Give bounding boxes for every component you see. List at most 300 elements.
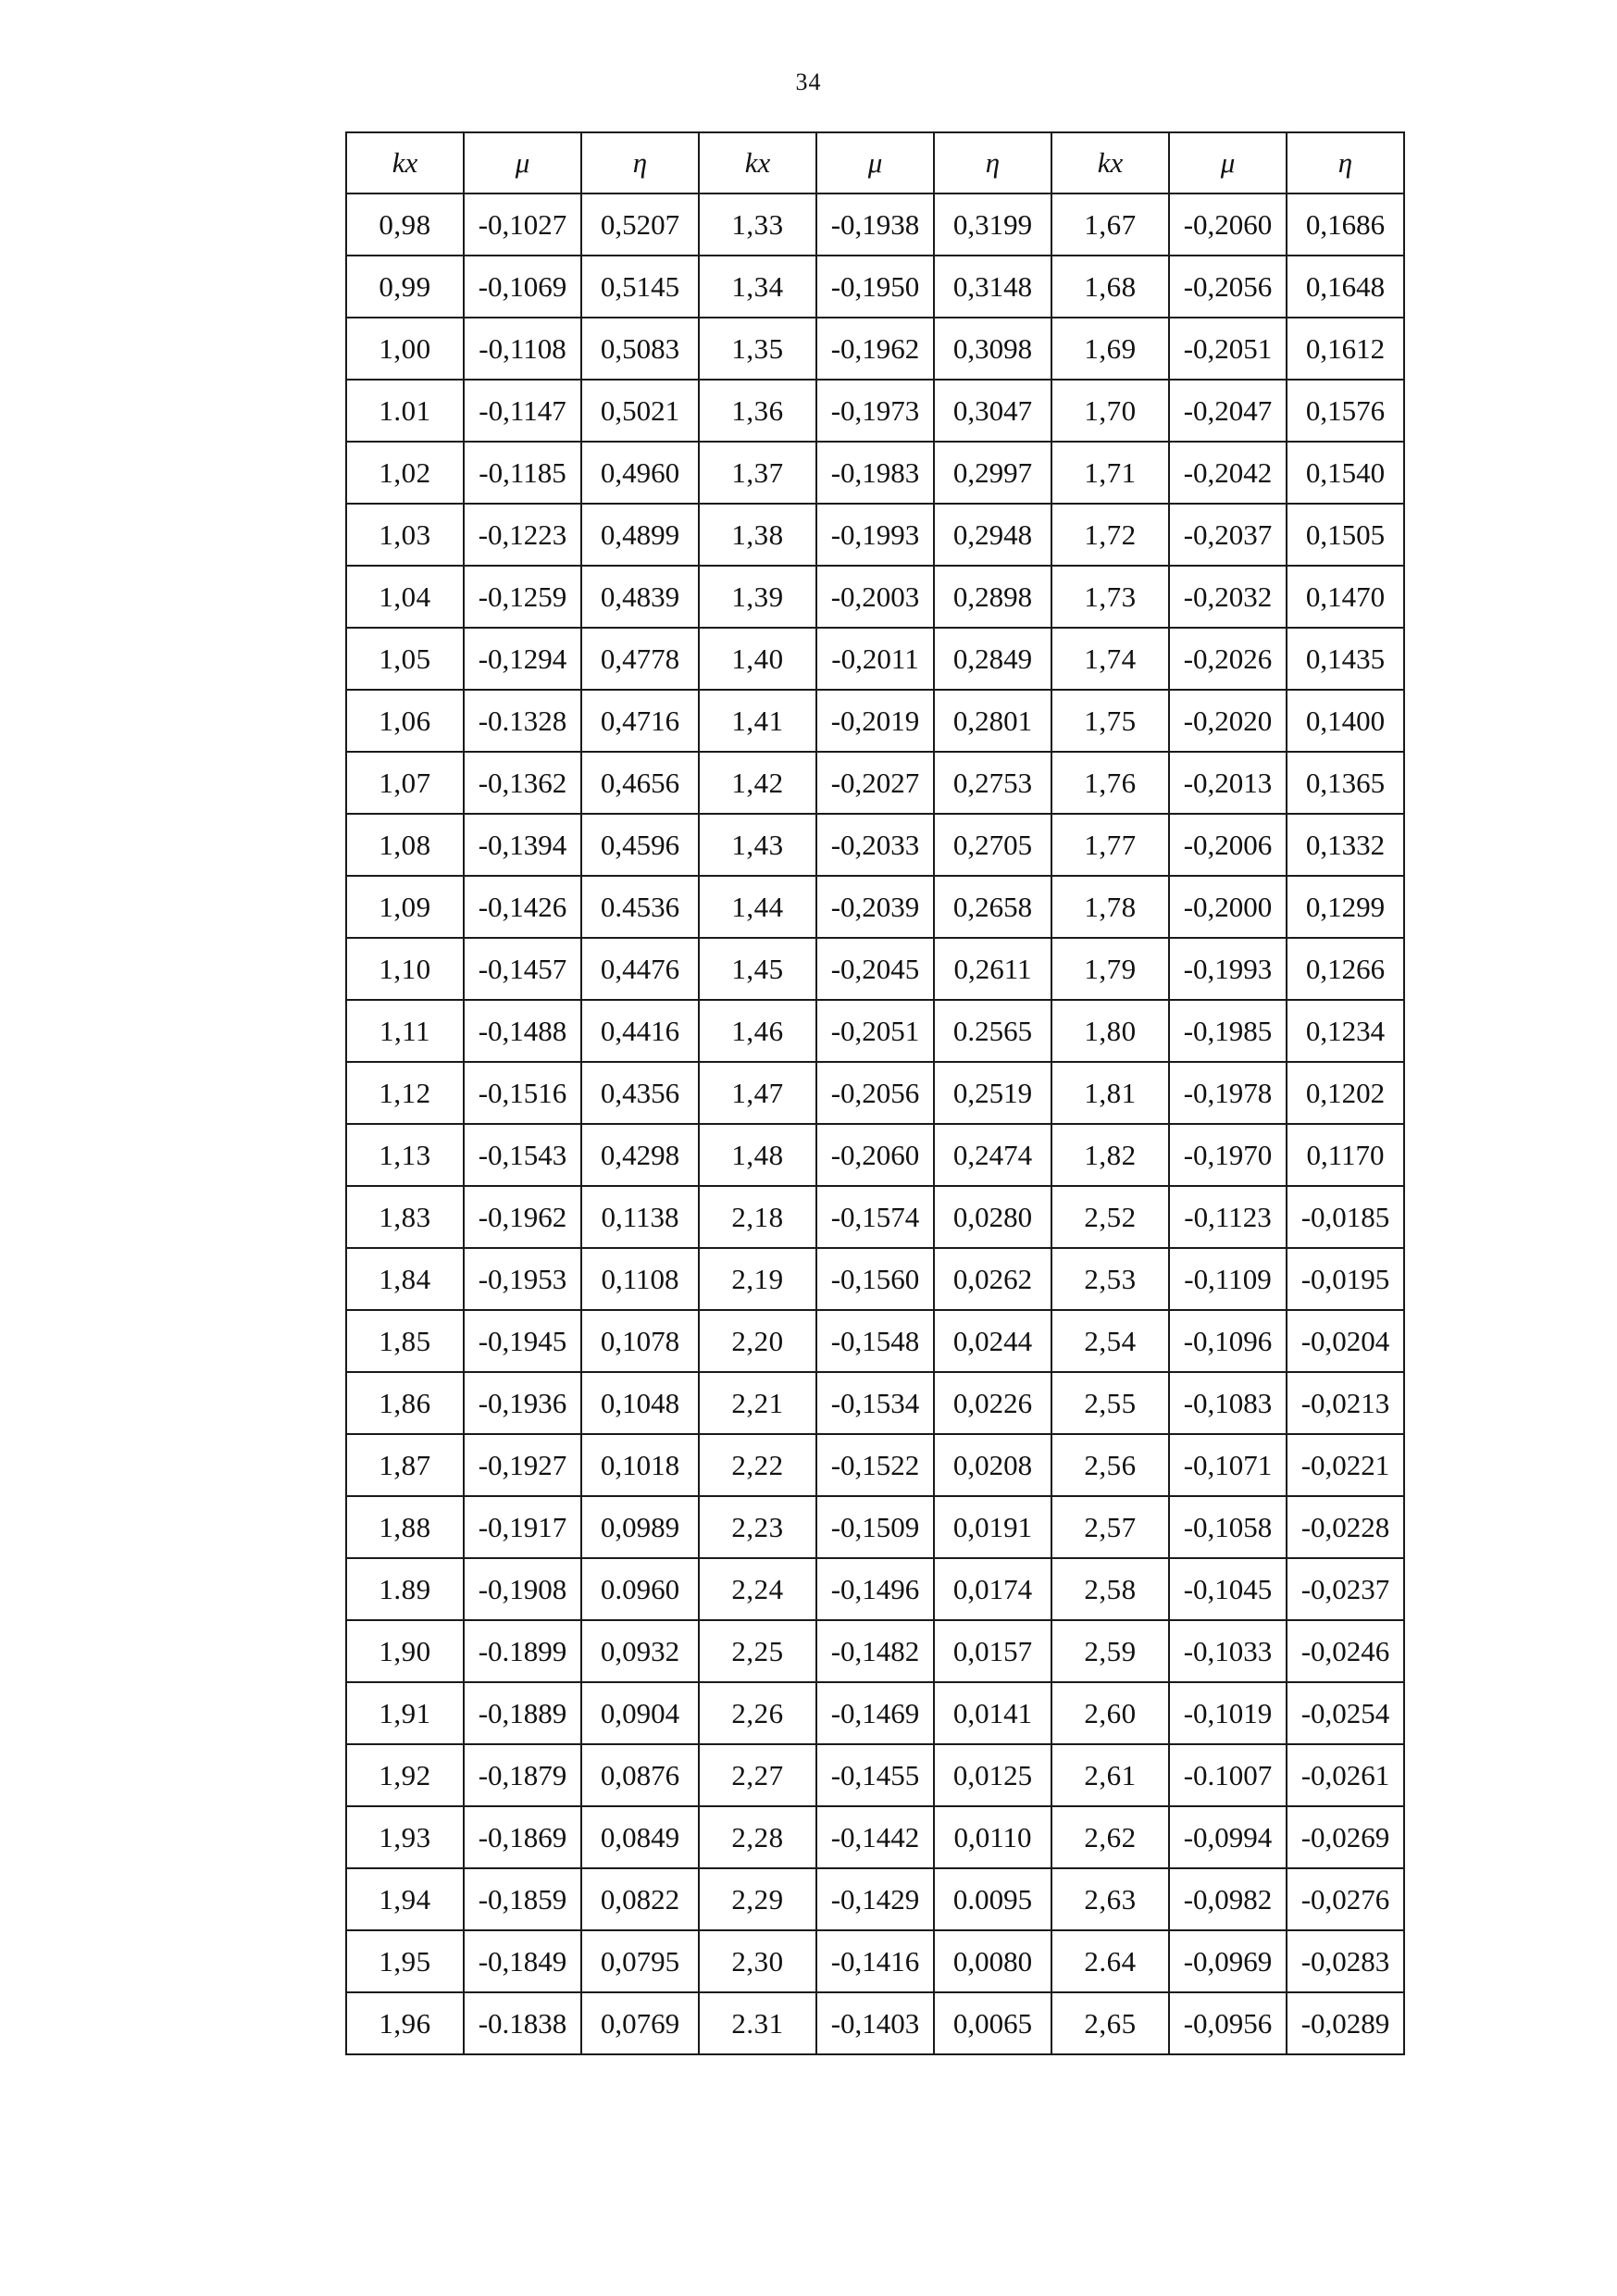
table-cell-kx: 0,98	[346, 193, 464, 256]
table-cell-mu: -0,1962	[816, 318, 934, 380]
table-cell-mu: -0,1108	[464, 318, 581, 380]
table-cell-kx: 1.89	[346, 1558, 464, 1620]
table-cell-kx: 1,69	[1051, 318, 1169, 380]
table-cell-kx: 0,99	[346, 256, 464, 318]
table-row	[346, 1186, 1404, 1248]
table-cell-eta: 0,5021	[581, 380, 699, 442]
table-cell-eta: 0,4416	[581, 1000, 699, 1062]
table-cell-kx: 2,18	[699, 1186, 816, 1248]
table-cell-mu: -0,1019	[1169, 1682, 1287, 1744]
table-cell-mu: -0,2033	[816, 814, 934, 876]
table-cell-mu: -0,1123	[1169, 1186, 1287, 1248]
table-cell-eta: 0,0065	[934, 1992, 1051, 2054]
table-cell-kx: 1,44	[699, 876, 816, 938]
table-cell-mu: -0,1993	[1169, 938, 1287, 1000]
table-row	[346, 814, 1404, 876]
table-cell-mu: -0,2006	[1169, 814, 1287, 876]
table-cell-mu: -0,1457	[464, 938, 581, 1000]
column-header-eta: η	[1287, 132, 1404, 193]
table-cell-eta: 0,2948	[934, 504, 1051, 566]
table-cell-mu: -0,2042	[1169, 442, 1287, 504]
table-row	[346, 1806, 1404, 1868]
table-cell-eta: 0,3098	[934, 318, 1051, 380]
table-cell-kx: 1,48	[699, 1124, 816, 1186]
table-cell-kx: 1,71	[1051, 442, 1169, 504]
table-cell-mu: -0,1574	[816, 1186, 934, 1248]
table-cell-kx: 1,77	[1051, 814, 1169, 876]
table-row	[346, 628, 1404, 690]
table-cell-mu: -0.1899	[464, 1620, 581, 1682]
table-cell-kx: 2,20	[699, 1310, 816, 1372]
table-cell-kx: 1,76	[1051, 752, 1169, 814]
table-row	[346, 566, 1404, 628]
table-cell-mu: -0,1548	[816, 1310, 934, 1372]
table-cell-kx: 1,46	[699, 1000, 816, 1062]
table-cell-mu: -0,2003	[816, 566, 934, 628]
table-cell-mu: -0,1033	[1169, 1620, 1287, 1682]
table-cell-mu: -0,1416	[816, 1930, 934, 1992]
table-cell-kx: 1,79	[1051, 938, 1169, 1000]
table-cell-eta: 0,0125	[934, 1744, 1051, 1806]
table-row	[346, 1496, 1404, 1558]
table-cell-eta: 0,1365	[1287, 752, 1404, 814]
table-cell-mu: -0,1109	[1169, 1248, 1287, 1310]
table-cell-eta: -0,0246	[1287, 1620, 1404, 1682]
table-cell-mu: -0,1071	[1169, 1434, 1287, 1496]
table-cell-kx: 1,03	[346, 504, 464, 566]
table-cell-mu: -0,1534	[816, 1372, 934, 1434]
table-cell-kx: 1,95	[346, 1930, 464, 1992]
table-cell-mu: -0,1945	[464, 1310, 581, 1372]
table-cell-eta: 0,1299	[1287, 876, 1404, 938]
table-cell-kx: 2,23	[699, 1496, 816, 1558]
table-cell-mu: -0,1442	[816, 1806, 934, 1868]
table-cell-kx: 2,25	[699, 1620, 816, 1682]
table-cell-eta: -0,0213	[1287, 1372, 1404, 1434]
table-cell-mu: -0,1849	[464, 1930, 581, 1992]
table-cell-kx: 1,88	[346, 1496, 464, 1558]
table-cell-kx: 1,08	[346, 814, 464, 876]
table-cell-mu: -0,1083	[1169, 1372, 1287, 1434]
table-row	[346, 1062, 1404, 1124]
table-cell-mu: -0,2013	[1169, 752, 1287, 814]
table-cell-eta: 0,2611	[934, 938, 1051, 1000]
table-cell-mu: -0,2032	[1169, 566, 1287, 628]
table-cell-mu: -0,2019	[816, 690, 934, 752]
table-cell-mu: -0.1838	[464, 1992, 581, 2054]
table-cell-mu: -0,1096	[1169, 1310, 1287, 1372]
table-cell-mu: -0,0994	[1169, 1806, 1287, 1868]
table-cell-eta: 0,1576	[1287, 380, 1404, 442]
table-cell-mu: -0,1185	[464, 442, 581, 504]
table-cell-kx: 1,40	[699, 628, 816, 690]
table-cell-eta: 0,0280	[934, 1186, 1051, 1248]
table-cell-kx: 1,96	[346, 1992, 464, 2054]
table-cell-eta: -0,0228	[1287, 1496, 1404, 1558]
table-cell-kx: 2,24	[699, 1558, 816, 1620]
table-cell-kx: 2,63	[1051, 1868, 1169, 1930]
table-row	[346, 1682, 1404, 1744]
table-cell-eta: 0,0080	[934, 1930, 1051, 1992]
table-cell-mu: -0,1469	[816, 1682, 934, 1744]
table-cell-mu: -0,1488	[464, 1000, 581, 1062]
table-cell-mu: -0,1993	[816, 504, 934, 566]
table-cell-kx: 2,61	[1051, 1744, 1169, 1806]
table-cell-kx: 1,04	[346, 566, 464, 628]
table-cell-eta: 0,3047	[934, 380, 1051, 442]
table-cell-eta: -0,0269	[1287, 1806, 1404, 1868]
table-cell-kx: 1,80	[1051, 1000, 1169, 1062]
table-cell-kx: 1,78	[1051, 876, 1169, 938]
column-header-mu: μ	[816, 132, 934, 193]
table-cell-mu: -0,1950	[816, 256, 934, 318]
table-cell-eta: 0,1470	[1287, 566, 1404, 628]
table-cell-kx: 1,07	[346, 752, 464, 814]
table-cell-kx: 1,70	[1051, 380, 1169, 442]
table-cell-eta: 0,0226	[934, 1372, 1051, 1434]
column-header-mu: μ	[1169, 132, 1287, 193]
table-cell-mu: -0,1962	[464, 1186, 581, 1248]
table-cell-eta: 0,0904	[581, 1682, 699, 1744]
table-cell-eta: 0,4839	[581, 566, 699, 628]
table-cell-kx: 2,60	[1051, 1682, 1169, 1744]
table-cell-kx: 1,68	[1051, 256, 1169, 318]
table-cell-eta: 0,0208	[934, 1434, 1051, 1496]
table-cell-mu: -0.1007	[1169, 1744, 1287, 1806]
table-cell-kx: 1,10	[346, 938, 464, 1000]
table-row	[346, 1434, 1404, 1496]
table-cell-kx: 1,00	[346, 318, 464, 380]
table-row	[346, 1558, 1404, 1620]
column-header-kx: kx	[1051, 132, 1169, 193]
table-row	[346, 193, 1404, 256]
table-cell-eta: 0,4960	[581, 442, 699, 504]
table-cell-eta: 0,0191	[934, 1496, 1051, 1558]
table-cell-eta: 0,2801	[934, 690, 1051, 752]
table-cell-eta: 0,0769	[581, 1992, 699, 2054]
table-cell-kx: 1,92	[346, 1744, 464, 1806]
table-cell-kx: 2,54	[1051, 1310, 1169, 1372]
table-cell-kx: 2,19	[699, 1248, 816, 1310]
table-cell-eta: 0,1648	[1287, 256, 1404, 318]
table-cell-eta: 0,1202	[1287, 1062, 1404, 1124]
column-header-kx: kx	[346, 132, 464, 193]
table-cell-kx: 2,53	[1051, 1248, 1169, 1310]
table-cell-mu: -0,2045	[816, 938, 934, 1000]
table-cell-mu: -0,1927	[464, 1434, 581, 1496]
table-cell-mu: -0,1259	[464, 566, 581, 628]
table-cell-kx: 1,41	[699, 690, 816, 752]
data-table	[345, 131, 1405, 2055]
table-cell-eta: 0,1018	[581, 1434, 699, 1496]
table-cell-kx: 2.31	[699, 1992, 816, 2054]
table-row	[346, 752, 1404, 814]
table-cell-eta: 0,0110	[934, 1806, 1051, 1868]
table-cell-kx: 2,28	[699, 1806, 816, 1868]
table-cell-kx: 1,72	[1051, 504, 1169, 566]
table-cell-kx: 1,83	[346, 1186, 464, 1248]
table-cell-mu: -0,1953	[464, 1248, 581, 1310]
table-cell-mu: -0,1394	[464, 814, 581, 876]
table-cell-mu: -0,1516	[464, 1062, 581, 1124]
table-cell-eta: 0,0876	[581, 1744, 699, 1806]
table-cell-kx: 2,58	[1051, 1558, 1169, 1620]
table-cell-kx: 1,09	[346, 876, 464, 938]
table-cell-kx: 1,81	[1051, 1062, 1169, 1124]
table-row	[346, 1124, 1404, 1186]
table-cell-eta: 0,0932	[581, 1620, 699, 1682]
table-cell-kx: 1,36	[699, 380, 816, 442]
table-cell-mu: -0,2056	[816, 1062, 934, 1124]
table-cell-eta: 0,1108	[581, 1248, 699, 1310]
table-cell-eta: 0,1400	[1287, 690, 1404, 752]
table-cell-eta: 0,0822	[581, 1868, 699, 1930]
table-cell-kx: 2,52	[1051, 1186, 1169, 1248]
table-cell-mu: -0,1509	[816, 1496, 934, 1558]
table-cell-eta: 0,1505	[1287, 504, 1404, 566]
table-cell-eta: -0,0204	[1287, 1310, 1404, 1372]
table-cell-mu: -0,1970	[1169, 1124, 1287, 1186]
table-cell-eta: 0,4356	[581, 1062, 699, 1124]
table-header	[346, 132, 1404, 193]
table-row	[346, 504, 1404, 566]
table-cell-eta: -0,0289	[1287, 1992, 1404, 2054]
table-cell-mu: -0,2037	[1169, 504, 1287, 566]
table-cell-eta: 0,0157	[934, 1620, 1051, 1682]
table-cell-eta: 0.0960	[581, 1558, 699, 1620]
table-cell-mu: -0,1294	[464, 628, 581, 690]
table-row	[346, 1000, 1404, 1062]
table-cell-eta: 0,4778	[581, 628, 699, 690]
header-row	[346, 132, 1404, 193]
table-cell-mu: -0,1147	[464, 380, 581, 442]
column-header-eta: η	[934, 132, 1051, 193]
table-cell-kx: 1,85	[346, 1310, 464, 1372]
table-cell-kx: 1,35	[699, 318, 816, 380]
table-cell-kx: 1,82	[1051, 1124, 1169, 1186]
table-row	[346, 1372, 1404, 1434]
table-cell-eta: 0.4536	[581, 876, 699, 938]
column-header-eta: η	[581, 132, 699, 193]
table-cell-eta: 0,2849	[934, 628, 1051, 690]
table-cell-kx: 1,11	[346, 1000, 464, 1062]
table-cell-mu: -0,1362	[464, 752, 581, 814]
table-row	[346, 1248, 1404, 1310]
table-cell-mu: -0,2051	[816, 1000, 934, 1062]
table-cell-eta: 0,1266	[1287, 938, 1404, 1000]
table-cell-eta: 0,5083	[581, 318, 699, 380]
table-cell-kx: 2,55	[1051, 1372, 1169, 1434]
table-cell-eta: 0.0095	[934, 1868, 1051, 1930]
table-cell-mu: -0,0982	[1169, 1868, 1287, 1930]
table-cell-kx: 1,94	[346, 1868, 464, 1930]
table-cell-eta: 0,1138	[581, 1186, 699, 1248]
table-row	[346, 318, 1404, 380]
table-cell-eta: 0,0262	[934, 1248, 1051, 1310]
table-cell-eta: 0,4596	[581, 814, 699, 876]
table-cell-eta: 0,5207	[581, 193, 699, 256]
table-cell-eta: 0,3199	[934, 193, 1051, 256]
table-cell-kx: 2,22	[699, 1434, 816, 1496]
table-cell-eta: 0,1234	[1287, 1000, 1404, 1062]
table-cell-mu: -0,2039	[816, 876, 934, 938]
table-cell-kx: 1,38	[699, 504, 816, 566]
table-cell-mu: -0,2020	[1169, 690, 1287, 752]
table-cell-mu: -0,1859	[464, 1868, 581, 1930]
table-cell-mu: -0,1223	[464, 504, 581, 566]
table-cell-eta: 0,4476	[581, 938, 699, 1000]
table-cell-mu: -0,2027	[816, 752, 934, 814]
table-cell-eta: 0,5145	[581, 256, 699, 318]
table-cell-kx: 1,73	[1051, 566, 1169, 628]
table-row	[346, 1868, 1404, 1930]
table-cell-mu: -0,1069	[464, 256, 581, 318]
table-cell-mu: -0,2000	[1169, 876, 1287, 938]
page-number: 34	[795, 69, 822, 95]
table-cell-mu: -0,1879	[464, 1744, 581, 1806]
table-cell-mu: -0,1482	[816, 1620, 934, 1682]
table-cell-mu: -0,2060	[816, 1124, 934, 1186]
table-cell-kx: 2,21	[699, 1372, 816, 1434]
table-cell-kx: 1,75	[1051, 690, 1169, 752]
table-row	[346, 690, 1404, 752]
table-cell-mu: -0,2060	[1169, 193, 1287, 256]
table-cell-mu: -0,2056	[1169, 256, 1287, 318]
table-row	[346, 1620, 1404, 1682]
table-cell-kx: 1,87	[346, 1434, 464, 1496]
table-body	[346, 193, 1404, 2054]
table-cell-eta: 0,0795	[581, 1930, 699, 1992]
table-cell-kx: 2,65	[1051, 1992, 1169, 2054]
table-cell-kx: 1,93	[346, 1806, 464, 1868]
table-cell-eta: -0,0283	[1287, 1930, 1404, 1992]
table-cell-eta: -0,0221	[1287, 1434, 1404, 1496]
table-cell-mu: -0,1985	[1169, 1000, 1287, 1062]
table-cell-kx: 1,34	[699, 256, 816, 318]
table-row	[346, 1310, 1404, 1372]
table-cell-kx: 2.64	[1051, 1930, 1169, 1992]
table-cell-mu: -0,2047	[1169, 380, 1287, 442]
table-cell-eta: 0,1612	[1287, 318, 1404, 380]
table-cell-mu: -0.1328	[464, 690, 581, 752]
table-cell-eta: 0,2705	[934, 814, 1051, 876]
table-row	[346, 256, 1404, 318]
table-cell-eta: 0,1435	[1287, 628, 1404, 690]
table-cell-eta: 0,2658	[934, 876, 1051, 938]
table-cell-kx: 1,37	[699, 442, 816, 504]
table-cell-mu: -0,1978	[1169, 1062, 1287, 1124]
table-row	[346, 1992, 1404, 2054]
table-cell-mu: -0,1027	[464, 193, 581, 256]
table-cell-kx: 1,39	[699, 566, 816, 628]
table-container	[345, 131, 1405, 2055]
table-cell-eta: -0,0276	[1287, 1868, 1404, 1930]
table-cell-eta: 0,1078	[581, 1310, 699, 1372]
table-cell-kx: 1,84	[346, 1248, 464, 1310]
table-cell-kx: 2,30	[699, 1930, 816, 1992]
table-cell-eta: 0,2519	[934, 1062, 1051, 1124]
table-cell-mu: -0,1522	[816, 1434, 934, 1496]
table-cell-eta: 0,2898	[934, 566, 1051, 628]
column-header-mu: μ	[464, 132, 581, 193]
table-cell-kx: 1,67	[1051, 193, 1169, 256]
table-cell-mu: -0,1936	[464, 1372, 581, 1434]
table-cell-eta: 0,4899	[581, 504, 699, 566]
table-cell-eta: 0,1686	[1287, 193, 1404, 256]
table-cell-kx: 2,59	[1051, 1620, 1169, 1682]
table-cell-mu: -0,0956	[1169, 1992, 1287, 2054]
table-cell-eta: 0,4656	[581, 752, 699, 814]
table-cell-kx: 1,90	[346, 1620, 464, 1682]
table-row	[346, 876, 1404, 938]
table-cell-eta: 0,0849	[581, 1806, 699, 1868]
table-cell-kx: 1,47	[699, 1062, 816, 1124]
table-cell-mu: -0,1908	[464, 1558, 581, 1620]
table-cell-mu: -0,1983	[816, 442, 934, 504]
table-cell-eta: 0,0989	[581, 1496, 699, 1558]
table-cell-mu: -0,1938	[816, 193, 934, 256]
table-cell-kx: 1,12	[346, 1062, 464, 1124]
table-cell-kx: 1,13	[346, 1124, 464, 1186]
column-header-kx: kx	[699, 132, 816, 193]
table-cell-mu: -0,1426	[464, 876, 581, 938]
table-cell-mu: -0,2051	[1169, 318, 1287, 380]
table-cell-eta: 0,2997	[934, 442, 1051, 504]
table-cell-kx: 2,56	[1051, 1434, 1169, 1496]
table-row	[346, 1930, 1404, 1992]
table-cell-eta: 0,3148	[934, 256, 1051, 318]
table-row	[346, 1744, 1404, 1806]
table-cell-mu: -0,1058	[1169, 1496, 1287, 1558]
table-cell-mu: -0,0969	[1169, 1930, 1287, 1992]
table-cell-eta: 0,4298	[581, 1124, 699, 1186]
table-cell-mu: -0,1889	[464, 1682, 581, 1744]
table-cell-mu: -0,1543	[464, 1124, 581, 1186]
table-cell-kx: 1,74	[1051, 628, 1169, 690]
table-cell-kx: 1,42	[699, 752, 816, 814]
table-cell-eta: -0,0195	[1287, 1248, 1404, 1310]
table-cell-kx: 1,86	[346, 1372, 464, 1434]
table-cell-mu: -0,1917	[464, 1496, 581, 1558]
table-cell-mu: -0,1973	[816, 380, 934, 442]
table-cell-eta: -0,0237	[1287, 1558, 1404, 1620]
table-cell-eta: 0,1332	[1287, 814, 1404, 876]
table-cell-kx: 1,05	[346, 628, 464, 690]
table-cell-kx: 2,26	[699, 1682, 816, 1744]
table-row	[346, 938, 1404, 1000]
table-cell-kx: 1,43	[699, 814, 816, 876]
table-cell-kx: 1,45	[699, 938, 816, 1000]
table-cell-mu: -0,2011	[816, 628, 934, 690]
table-cell-eta: 0.2565	[934, 1000, 1051, 1062]
table-cell-eta: 0,0244	[934, 1310, 1051, 1372]
table-cell-mu: -0,1455	[816, 1744, 934, 1806]
table-cell-kx: 2,29	[699, 1868, 816, 1930]
table-cell-kx: 1,91	[346, 1682, 464, 1744]
table-cell-mu: -0,1496	[816, 1558, 934, 1620]
table-cell-kx: 2,62	[1051, 1806, 1169, 1868]
table-cell-mu: -0,2026	[1169, 628, 1287, 690]
table-cell-eta: -0,0254	[1287, 1682, 1404, 1744]
table-cell-eta: 0,1170	[1287, 1124, 1404, 1186]
table-row	[346, 442, 1404, 504]
table-cell-mu: -0,1560	[816, 1248, 934, 1310]
table-cell-eta: 0,2474	[934, 1124, 1051, 1186]
table-cell-eta: 0,1540	[1287, 442, 1404, 504]
table-cell-eta: -0,0185	[1287, 1186, 1404, 1248]
table-cell-kx: 1.01	[346, 380, 464, 442]
table-cell-eta: 0,2753	[934, 752, 1051, 814]
